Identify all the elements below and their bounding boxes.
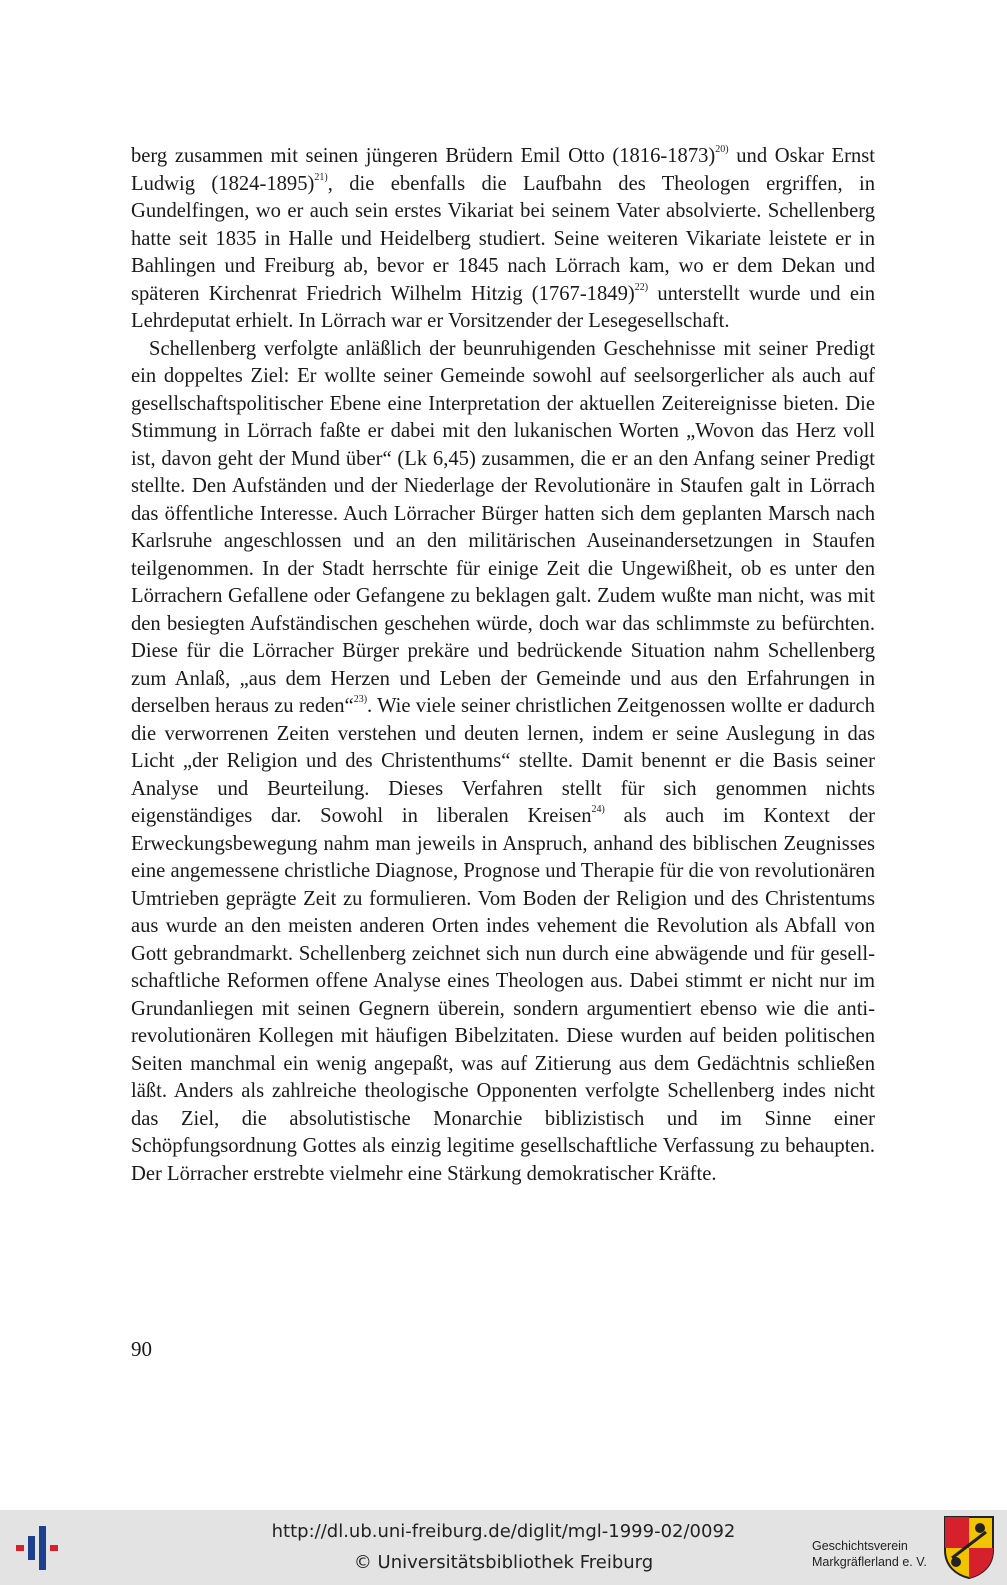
footnote-ref: 24) — [591, 804, 605, 816]
text-run: . Wie viele seiner christlichen Zeitgenossen wollte er dadurch die verworrenen Zeiten verstehen und deuten lernen, indem er seine Auslegung in das Licht „der Religion und des Christenthums“ stellte. Damit benennt er die Basis seiner Analyse und Beurteilung. Dieses Verfahren stellt für sich genommen nichts eigenständiges dar. Sowohl in liberalen Kreisen — [131, 695, 875, 827]
society-name — [812, 1538, 930, 1570]
text-run: berg zusammen mit seinen jüngeren Brüdern Emil Otto (1816-1873) — [131, 145, 716, 167]
society-line-2: Markgräflerland e. V. — [812, 1555, 927, 1569]
text-run: als auch im Kontext der Erweckungsbewegung nahm man jeweils in Anspruch, anhand des biblischen Zeugnisses eine angemessene christliche Diagnose, Prognose und Therapie für die von revolutionären Umtrieben geprägte Zeit zu formulieren. Vom Boden der Religion und des Christentums aus wurde an den meisten anderen Orten indes vehement die Revolution als Abfall von Gott gebrandmarkt. Schellenberg zeichnet sich nun durch eine abwägende und für gesellschaftliche Reformen offene Analyse eines Theologen aus. Dabei stimmt er nicht nur im Grundanliegen mit seinen Gegnern überein, sondern argumentiert ebenso wie die anti-revolutionären Kollegen mit häufigen Bibelzitaten. Diese wurden auf beiden politischen Seiten manchmal ein wenig angepaßt, was auf Zitierung aus dem Gedächtnis schließen läßt. Anders als zahlreiche theologische Opponenten verfolgte Schellenberg indes nicht das Ziel, die absolutistische Monarchie biblizistisch und im Sinne einer Schöpfungsordnung Gottes als einzig legitime gesellschaftliche Verfassung zu behaupten. Der Lörracher erstrebte vielmehr eine Stärkung demokratischer Kräfte. — [131, 805, 875, 1185]
society-line-1: Geschichtsverein — [812, 1539, 908, 1553]
footnote-ref: 23) — [353, 694, 368, 706]
text-run: , die ebenfalls die Laufbahn des Theologen ergriffen, in Gundelfingen, wo er auch sein erstes Vikariat bei seinem Vater absolvierte. Schellenberg hatte seit 1835 in Halle und Heidelberg studiert. Seine weiteren Vikariate leistete er in Bahlingen und Freiburg ab, bevor er 1845 nach Lörrach kam, wo er dem Dekan und späteren Kirchenrat Friedrich Wilhelm Hitzig (1767-1849) — [131, 172, 875, 305]
text-run: unterstellt wurde und ein Lehrdeputat erhielt. In Lörrach war er Vorsitzender der Lesegesellschaft. — [131, 282, 875, 332]
footnote-ref: 22) — [634, 281, 649, 293]
text-run: und Oskar Ernst Ludwig (1824-1895) — [131, 145, 875, 195]
footnote-ref: 20) — [715, 144, 729, 156]
coat-of-arms-icon — [942, 1514, 996, 1580]
page-number: 90 — [131, 1337, 152, 1361]
footnote-ref: 21) — [314, 171, 328, 183]
body-text — [131, 143, 875, 1188]
footer-copyright: © Universitätsbibliothek Freiburg — [353, 1552, 654, 1573]
paragraph-1 — [131, 143, 875, 336]
text-run: Schellenberg verfolgte anläßlich der beunruhigenden Geschehnisse mit seiner Predigt ein doppeltes Ziel: Er wollte seiner Gemeinde sowohl auf seelsorgerlicher als auch auf gesellschaftspolitischer Ebene eine Interpretation der aktuellen Zeitereignisse bieten. Die Stimmung in Lörrach faßte er dabei mit den lukanischen Worten „Wovon das Herz voll ist, davon geht der Mund über“ (Lk 6,45) zusammen, die er an den Anfang seiner Predigt stellte. Den Aufständen und der Niederlage der Revolutionäre in Staufen galt in Lörrach das öffentliche Interesse. Auch Lörracher Bürger hatten sich dem geplanten Marsch nach Karlsruhe angeschlossen und an den militärischen Auseinandersetzungen in Staufen teilgenommen. In der Stadt herrschte für einige Zeit die Ungewißheit, ob es unter den Lörrachern Gefallene oder Gefangene zu beklagen galt. Zudem wußte man nicht, was mit den besiegten Aufständischen geschehen würde, doch war das schlimmste zu befürchten. Diese für die Lörracher Bürger prekäre und bedrückende Situation nahm Schellenberg zum Anlaß, „aus dem Herzen und Leben der Gemeinde und aus den Erfahrungen in derselben heraus zu reden“ — [131, 337, 875, 717]
paragraph-2 — [131, 336, 875, 1189]
footer-bar — [0, 1510, 1007, 1585]
footer-url-link[interactable]: http://dl.ub.uni-freiburg.de/diglit/mgl-1999-02/0092 — [271, 1521, 736, 1542]
